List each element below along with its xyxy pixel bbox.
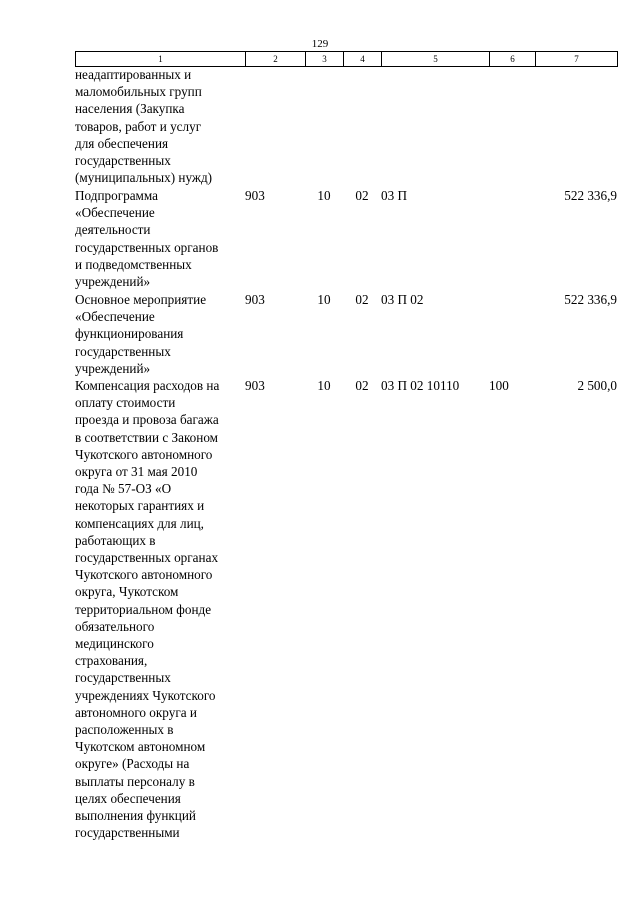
- row-subsection: 02: [355, 188, 369, 203]
- row-name: Основное мероприятие «Обеспечение функционирования государственных учреждений»: [75, 292, 207, 376]
- row-grbs: 903: [245, 188, 265, 203]
- col-number-3: 3: [306, 52, 344, 67]
- row-target-article: 03 П 02 10110: [381, 378, 460, 394]
- col-number-7: 7: [536, 52, 618, 67]
- table-row: [75, 377, 617, 841]
- column-header-table: [75, 51, 618, 67]
- col-number-2: 2: [246, 52, 306, 67]
- row-name: неадаптированных и маломобильных групп населения (Закупка товаров, работ и услуг для обеспечения государственных (муниципальных) нужд): [75, 67, 213, 186]
- row-expense-type: 100: [489, 378, 509, 394]
- row-expense-type: [489, 187, 535, 291]
- row-target-article: 03 П 02: [381, 292, 424, 307]
- row-section: 10: [317, 292, 331, 307]
- row-expense-type: [489, 291, 535, 377]
- row-grbs: [245, 66, 305, 187]
- row-amount: 522 336,9: [564, 188, 617, 203]
- col-number-4: 4: [344, 52, 382, 67]
- col-number-1: 1: [76, 52, 246, 67]
- row-target-article: [381, 66, 489, 187]
- row-expense-type: [489, 66, 535, 187]
- row-target-article: 03 П: [381, 188, 408, 203]
- table-row: [75, 291, 617, 377]
- table-row: [75, 66, 617, 187]
- row-subsection: 02: [355, 378, 369, 394]
- row-amount: [535, 66, 617, 187]
- row-section: 10: [317, 378, 331, 394]
- row-section: 10: [317, 188, 331, 203]
- row-amount: 2 500,0: [577, 378, 617, 394]
- row-subsection: 02: [355, 292, 369, 307]
- row-section: [305, 66, 343, 187]
- table-row: [75, 187, 617, 291]
- budget-table: [75, 66, 617, 842]
- row-grbs: 903: [245, 292, 265, 307]
- col-number-6: 6: [490, 52, 536, 67]
- page-number: 129: [311, 38, 329, 50]
- row-name: Компенсация расходов на оплату стоимости проезда и провоза багажа в соответствии с Законом Чукотского автономного округа от 31 мая 2010 года № 57-ОЗ «О некоторых гарантиях и компенсациях для лиц, работающих в государственных органах Чукотского автономного округа, Чукотском территориальном фонде обязательного медицинского страхования, государственных учреждениях Чукотского автономного округа и расположенных в Чукотском автономном округе» (Расходы на выплаты персоналу в целях обеспечения выполнения функций государственными: [75, 378, 220, 841]
- row-name: Подпрограмма «Обеспечение деятельности государственных органов и подведомственных учреждений»: [75, 188, 219, 290]
- column-number-row: [76, 52, 618, 67]
- row-amount: 522 336,9: [564, 292, 617, 307]
- col-number-5: 5: [382, 52, 490, 67]
- row-grbs: 903: [245, 378, 265, 394]
- row-subsection: [343, 66, 381, 187]
